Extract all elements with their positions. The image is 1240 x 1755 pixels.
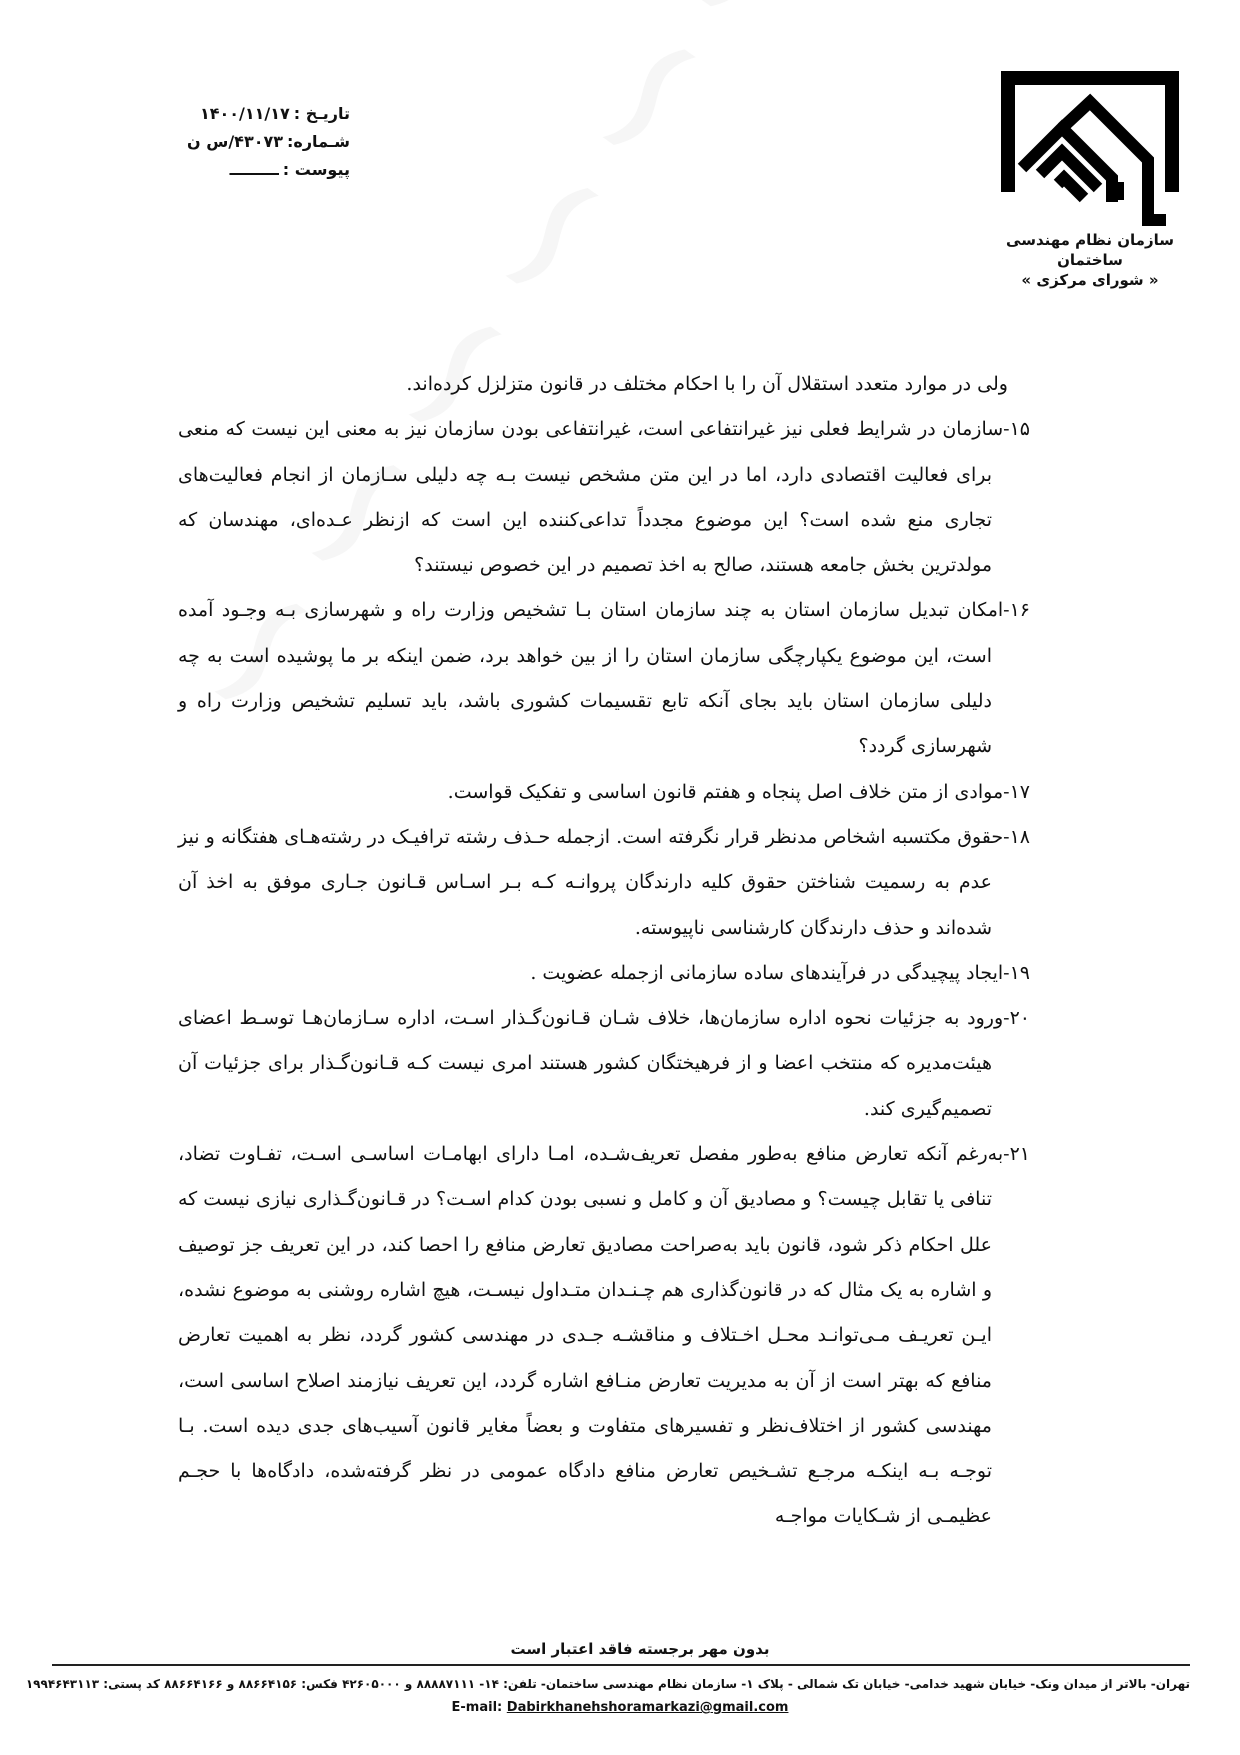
number-row (170, 128, 350, 156)
organization-logo-icon (1000, 70, 1180, 230)
numbered-item-20: ۲۰-ورود به جزئیات نحوه اداره سازمان‌ها، خلاف شـان قـانون‌گـذار اسـت، اداره سـازمان‌هـا توسـط اعضای هیئت‌مدیره که منتخب اعضا و از فرهیختگان کشور هستند امری نیست کـه قـانون‌گـذار برای جزئیات آن تصمیم‌گیری کند. (178, 1007, 1030, 1120)
organization-name (985, 230, 1195, 290)
email-link[interactable]: Dabirkhanehshoramarkazi@gmail.com (506, 1700, 789, 1715)
number-label: شـماره: (287, 132, 350, 151)
date-row (170, 100, 350, 128)
footer-divider (52, 1664, 1190, 1666)
stamp-validity-note: بدون مهر برجسته فاقد اعتبار است (510, 1640, 770, 1658)
numbered-item-18: ۱۸-حقوق مکتسبه اشخاص مدنظر قرار نگرفته است. ازجمله حـذف رشته ترافیـک در رشته‌هـای هفتگانه و نیز عدم به رسمیت شناختن حقوق کلیه دارندگان پروانـه کـه بـر اسـاس قـانون جـاری موفق به اخذ آن شده‌اند و حذف دارندگان کارشناسی ناپیوسته. (178, 825, 1030, 939)
footer-email (400, 1700, 840, 1715)
number-value: ۴۳۰۷۳/س ن (187, 132, 283, 151)
footer-address: تهران- بالاتر از میدان ونک- خیابان شهید خدامی- خیابان تک شمالی - پلاک ۱- سازمان نظام مهندسی ساختمان- تلفن: ۱۴- ۸۸۸۸۷۱۱۱ و ۴۲۶۰۵۰۰۰ فکس: ۸۸۶۶۴۱۵۶ و ۸۸۶۶۴۱۶۶ کد پستی: ۱۹۹۴۶۴۳۱۱۳ (25, 1677, 1190, 1691)
numbered-item-19: ۱۹-ایجاد پیچیدگی در فرآیندهای ساده سازمانی ازجمله عضویت . (530, 961, 1030, 984)
email-label: E-mail: (451, 1700, 503, 1715)
date-value: ۱۴۰۰/۱۱/۱۷ (199, 104, 290, 123)
numbered-item-21: ۲۱-به‌رغم آنکه تعارض منافع به‌طور مفصل تعریف‌شـده، امـا دارای ابهامـات اساسـی اسـت، تفـاوت تضاد، تنافی یا تقابل چیست؟ و مصادیق آن و کامل و نسبی بودن کدام اسـت؟ در قـانون‌گـذاری نیازی نیست که علل احکام ذکر شود، قانون باید به‌صراحت مصادیق تعارض منافع را احصا کند، در این تعریف جز توصیف و اشاره به یک مثال که در قانون‌گذاری هم چـنـدان متـداول نیسـت، هیچ اشاره روشنی به موضوع نشده، ایـن تعریـف مـی‌توانـد محـل اخـتلاف و مناقشـه جـدی در مهندسی کشور گردد، نظر به اهمیت تعارض منافع که بهتر است از آن به مدیریت تعارض منـافع اشاره گردد، این تعریف نیازمند اصلاح اساسی است، مهندسی کشور از اختلاف‌نظر و تفسیرهای متفاوت و بعضاً مغایر قانون آسیب‌های جدی دیده است. بـا توجـه بـه اینکـه مرجـع تشـخیص تعارض منافع دادگاه عمومی در نظر گرفته‌شده، دادگاه‌ها با حجـم عظیمـی از شـکایات مواجـه (178, 1143, 1030, 1528)
organization-title: سازمان نظام مهندسی ساختمان (1006, 231, 1174, 269)
attachment-row (170, 156, 350, 184)
organization-subtitle: « شورای مرکزی » (1021, 271, 1159, 289)
numbered-item-15: ۱۵-سازمان در شرایط فعلی نیز غیرانتفاعی است، غیرانتفاعی بودن سازمان نیز به معنی این نیست که منعی برای فعالیت اقتصادی دارد، اما در این متن مشخص نیست بـه چه دلیلی سـازمان از انجام فعالیت‌های تجاری منع شده است؟ این موضوع مجدداً تداعی‌کننده این است که ازنظر عـده‌ای، مهندسان که مولدترین بخش جامعه هستند، صالح به اخذ تصمیم در این خصوص نیستند؟ (178, 418, 1030, 577)
numbered-item-16: ۱۶-امکان تبدیل سازمان استان به چند سازمان استان بـا تشخیص وزارت راه و شهرسازی بـه وجـود آمده است، این موضوع یکپارچگی سازمان استان را از بین خواهد برد، ضمن اینکه بر ما پوشیده است به چه دلیلی سازمان استان باید بجای آنکه تابع تقسیمات کشوری باشد، باید تسلیم تشخیص وزارت راه و شهرسازی گردد؟ (178, 599, 1030, 758)
attachment-value: ـــــــــ (229, 160, 279, 179)
continuation-paragraph: ولی در موارد متعدد استقلال آن را با احکام مختلف در قانون متزلزل کرده‌اند. (406, 373, 1008, 395)
numbered-item-17: ۱۷-موادی از متن خلاف اصل پنجاه و هفتم قانون اساسی و تفکیک قواست. (447, 780, 1030, 803)
letter-metadata (170, 100, 350, 184)
attachment-label: پیوست : (282, 160, 350, 179)
letter-body (178, 362, 1030, 1540)
date-label: تاریـخ : (293, 104, 350, 123)
